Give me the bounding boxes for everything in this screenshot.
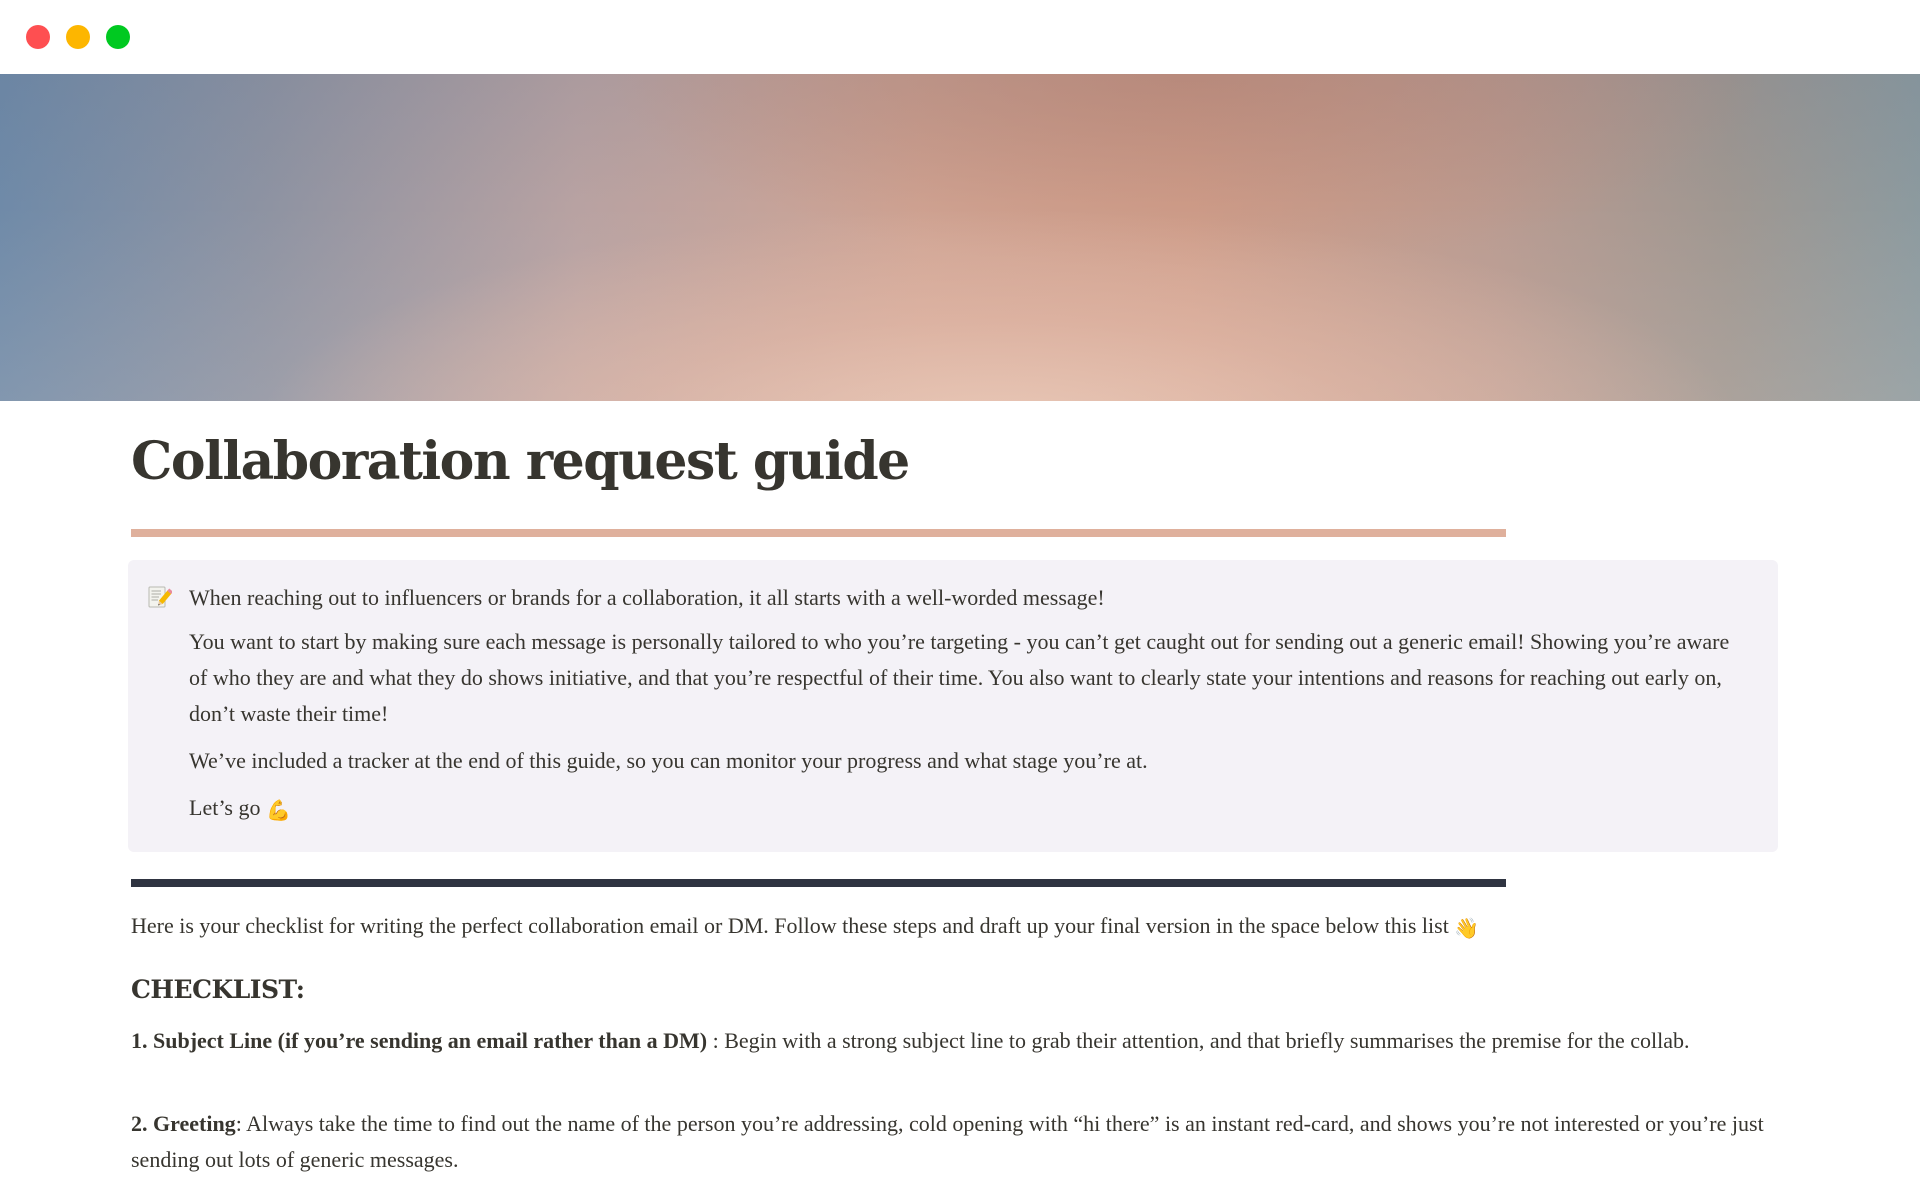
checklist-heading: CHECKLIST:: [131, 975, 305, 1004]
checklist-item-text: Begin with a strong subject line to grab their attention, and that briefly summarises the premise for the collab.: [724, 1028, 1690, 1053]
window-close-button[interactable]: [26, 25, 50, 49]
checklist-item: [131, 1106, 1771, 1178]
page-cover-image: [0, 74, 1920, 401]
checklist-item-label: 1. Subject Line (if you’re sending an email rather than a DM): [131, 1028, 708, 1053]
callout-closing: [189, 790, 1749, 829]
callout-paragraph: You want to start by making sure each message is personally tailored to who you’re targeting - you can’t get caught out for sending out a generic email! Showing you’re aware of who they are and what they do shows initiative, and that you’re respectful of their time. You also want to clearly state your intentions and reasons for reaching out early on, don’t waste their time!: [189, 629, 1730, 726]
callout-paragraph: When reaching out to influencers or brands for a collaboration, it all starts with a well-worded message!: [189, 585, 1105, 610]
page-title[interactable]: Collaboration request guide: [131, 431, 909, 492]
checklist-item-label: 2. Greeting: [131, 1111, 236, 1136]
callout-body: [189, 580, 1749, 840]
memo-pencil-icon[interactable]: [146, 584, 172, 610]
checklist-item-text: Always take the time to find out the name of the person you’re addressing, cold opening with “hi there” is an instant red-card, and shows you’re not interested or you’re just sending out lots of generic messages.: [131, 1111, 1764, 1172]
peach-divider: [131, 529, 1506, 537]
waving-hand-icon: 👋: [1454, 918, 1480, 940]
window-minimize-button[interactable]: [66, 25, 90, 49]
callout-paragraph: We’ve included a tracker at the end of this guide, so you can monitor your progress and what stage you’re at.: [189, 748, 1148, 773]
checklist-item-separator: :: [235, 1111, 247, 1136]
closing-text: Let’s go: [189, 795, 261, 820]
window-maximize-button[interactable]: [106, 25, 130, 49]
navy-divider: [131, 879, 1506, 887]
checklist-intro-text: Here is your checklist for writing the perfect collaboration email or DM. Follow these steps and draft up your final version in the space below this list: [131, 913, 1449, 938]
intro-callout: [128, 560, 1778, 852]
checklist-item-separator: :: [707, 1028, 725, 1053]
window-titlebar: [0, 0, 1920, 74]
checklist-intro: [131, 908, 1781, 947]
checklist-item: [131, 1023, 1771, 1059]
flexed-biceps-icon: 💪: [266, 800, 291, 822]
